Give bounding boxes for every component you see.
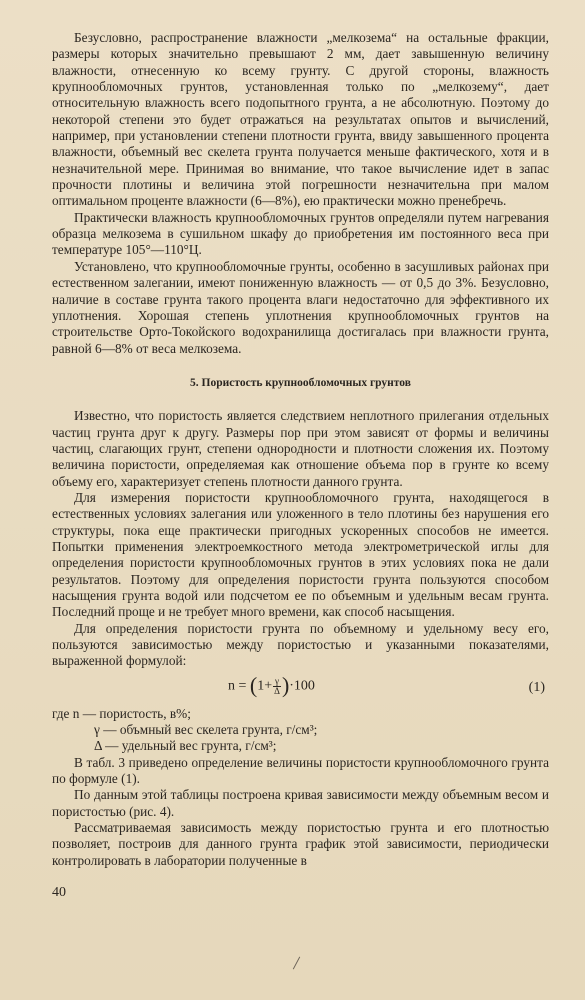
page-body	[52, 30, 549, 869]
equation-number: (1)	[528, 679, 545, 695]
definition-gamma: γ — объмный вес скелета грунта, г/см³;	[94, 722, 318, 738]
paragraph-porosity-formula-lead: Для определения пористости грунта по объемному и удельному весу его, пользуются зависимостью между пористостью и указанными показателями, выраженной формулой:	[52, 620, 549, 669]
paragraph-dependence-control: Рассматриваемая зависимость между пористостью грунта и его плотностью позволяет, построив для данного грунта график этой зависимости, периодически контролировать в лаборатории полученные в	[52, 820, 549, 868]
pencil-mark	[293, 957, 300, 970]
paragraph-curve-reference: По данным этой таблицы построена кривая зависимости между объемным весом и пористостью (рис. 4).	[52, 787, 549, 819]
formula-one-plus: 1+	[257, 678, 273, 694]
porosity-formula	[228, 672, 315, 698]
definition-delta: Δ — удельный вес грунта, г/см³;	[94, 738, 277, 754]
paragraph-porosity-measurement: Для измерения пористости крупнообломочного грунта, находящегося в естественных условиях залегания или уложенного в тело плотины без нарушения его структуры, пока еще практически пригодных ускоренных способов не имеется. Попытки применения электроемкостного метода электрометрической иглы для определения пористости крупнообломочных грунтов в этих условиях пока не дали результатов. Поэтому для определения пористости грунта пользуются способом насыщения грунта водой или подсчетом ее по объемным и удельным весам грунта. Последний проще и не требует много времени, как способ насыщения.	[52, 489, 549, 620]
formula-open-paren: (	[249, 672, 258, 698]
paragraph-porosity-intro: Известно, что пористость является следствием неплотного прилегания отдельных частиц грунта друг к другу. Размеры пор при этом зависят от формы и величины частиц, слагающих грунт, степени однородности и плотности сложения их. Поэтому величина пористости, определяемая как отношение объема пор в грунте ко всему объему его, характеризует степень плотности данного грунта.	[52, 408, 549, 489]
section-heading: 5. Пористость крупнообломочных грунтов	[190, 376, 411, 389]
definition-n: где n — пористость, в%;	[52, 705, 191, 721]
page-number: 40	[52, 885, 66, 900]
formula-lhs: n =	[228, 678, 250, 694]
formula-fraction	[273, 677, 281, 696]
formula-rhs: ·100	[289, 678, 315, 694]
formula-block	[52, 674, 549, 704]
formula-denominator: Δ	[274, 685, 280, 696]
paragraph-moisture-values: Установлено, что крупнообломочные грунты, особенно в засушливых районах при естественном залегании, имеют пониженную влажность — от 0,5 до 3%. Безусловно, наличие в составе грунта такого процента влаги недостаточно для эффективного их уплотнения. Хорошая степень уплотнения крупнообломочных грунтов на строительстве Орто-Токойского водохранилища достигалась при влажности грунта, равной 6—8% от веса мелкозема.	[52, 258, 549, 356]
formula-numerator: γ	[275, 675, 280, 686]
paragraph-moisture-method: Практически влажность крупнообломочных грунтов определяли путем нагревания образца мелкозема в сушильном шкафу до приобретения им постоянного веса при температуре 105°—110°Ц.	[52, 209, 549, 258]
paragraph-moisture-overestimate: Безусловно, распространение влажности „мелкозема“ на остальные фракции, размеры которых значительно превышают 2 мм, дает завышенную величину влажности, отнесенную ко всему грунту. С другой стороны, влажность крупнообломочных грунтов, установленная только по „мелкозему“, дает относительную влажность всего подопытного грунта, а не абсолютную. Поэтому до некоторой степени это будет отражаться на результатах опытов и вычислений, например, при установлении степени плотности грунта, ввиду завышенного процента влажности, объемный вес скелета грунта получается меньше фактического, хотя и в незначительной мере. Принимая во внимание, что такое вычисление идет в запас прочности плотины и величина этой погрешности незначительна при малом оптимальном проценте влажности (6—8%), ею практически можно пренебречь.	[52, 30, 549, 209]
paragraph-table-reference: В табл. 3 приведено определение величины пористости крупнообломочного грунта по формуле (1).	[52, 754, 549, 787]
formula-close-paren: )	[281, 672, 290, 698]
